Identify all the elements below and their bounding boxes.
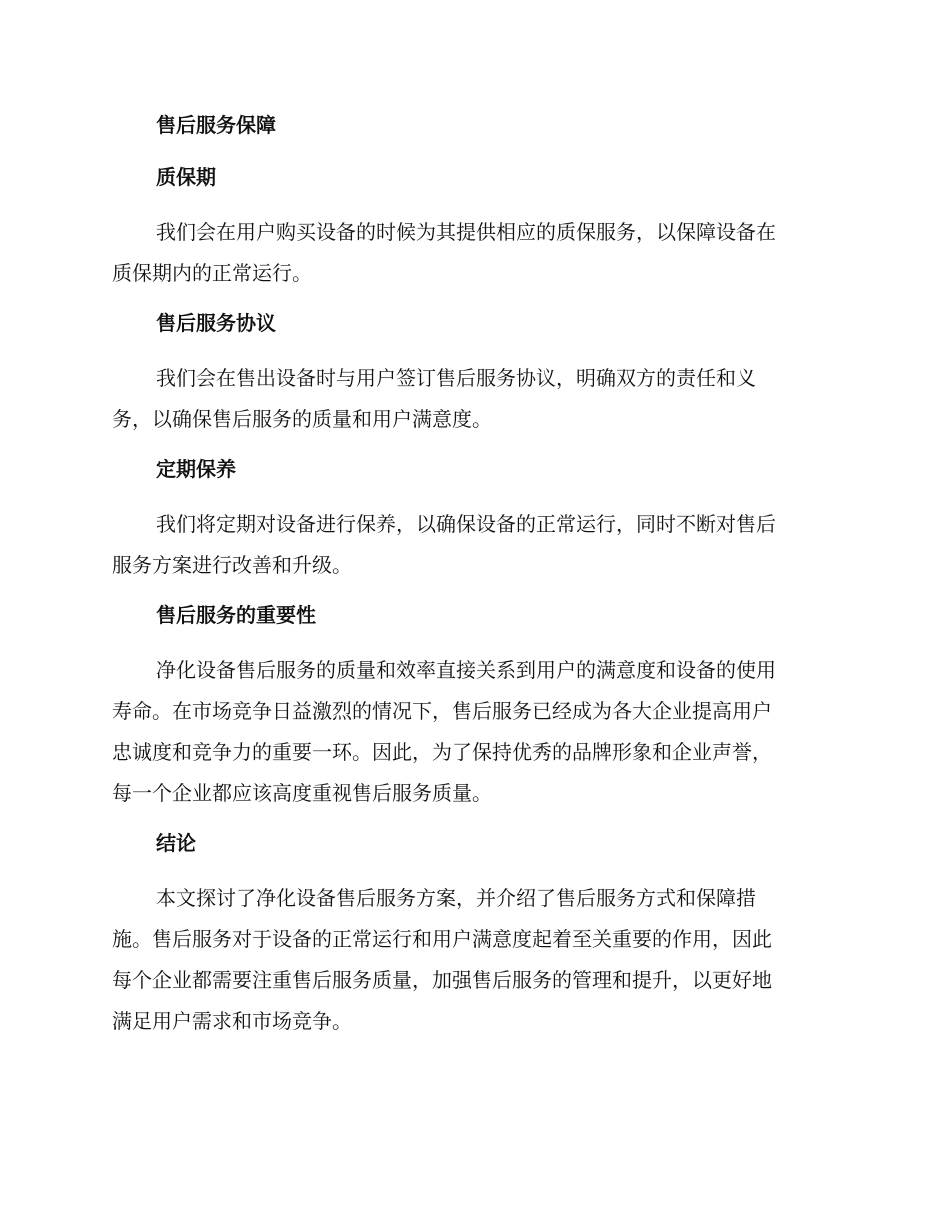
paragraph-line: 寿命。在市场竞争日益激烈的情况下，售后服务已经成为各大企业提高用户 [112,699,772,723]
paragraph-line: 我们会在售出设备时与用户签订售后服务协议，明确双方的责任和义 [156,366,756,390]
paragraph-line: 服务方案进行改善和升级。 [112,553,352,577]
paragraph-line: 每一个企业都应该高度重视售后服务质量。 [112,781,492,805]
section-heading-warranty: 质保期 [156,165,216,189]
paragraph-service-agreement [112,358,832,440]
paragraph-line: 净化设备售后服务的质量和效率直接关系到用户的满意度和设备的使用 [156,658,776,682]
paragraph-line: 我们将定期对设备进行保养，以确保设备的正常运行，同时不断对售后 [156,512,776,536]
section-heading-regular-maintenance: 定期保养 [156,457,236,481]
paragraph-line: 施。售后服务对于设备的正常运行和用户满意度起着至关重要的作用，因此 [112,927,772,951]
paragraph-line: 每个企业都需要注重售后服务质量，加强售后服务的管理和提升，以更好地 [112,968,772,992]
paragraph-importance [112,650,832,814]
paragraph-regular-maintenance [112,504,832,586]
section-heading-importance: 售后服务的重要性 [156,603,316,627]
paragraph-warranty [112,212,832,294]
paragraph-line: 忠诚度和竞争力的重要一环。因此，为了保持优秀的品牌形象和企业声誉， [112,740,772,764]
section-heading-service-agreement: 售后服务协议 [156,311,276,335]
paragraph-line: 本文探讨了净化设备售后服务方案，并介绍了售后服务方式和保障措 [156,886,756,910]
paragraph-line: 务，以确保售后服务的质量和用户满意度。 [112,407,492,431]
section-heading-after-sales-guarantee: 售后服务保障 [156,113,276,137]
paragraph-conclusion [112,878,832,1042]
paragraph-line: 满足用户需求和市场竞争。 [112,1009,352,1033]
paragraph-line: 质保期内的正常运行。 [112,261,312,285]
paragraph-line: 我们会在用户购买设备的时候为其提供相应的质保服务，以保障设备在 [156,220,776,244]
section-heading-conclusion: 结论 [156,831,196,855]
document-page [112,108,832,1054]
